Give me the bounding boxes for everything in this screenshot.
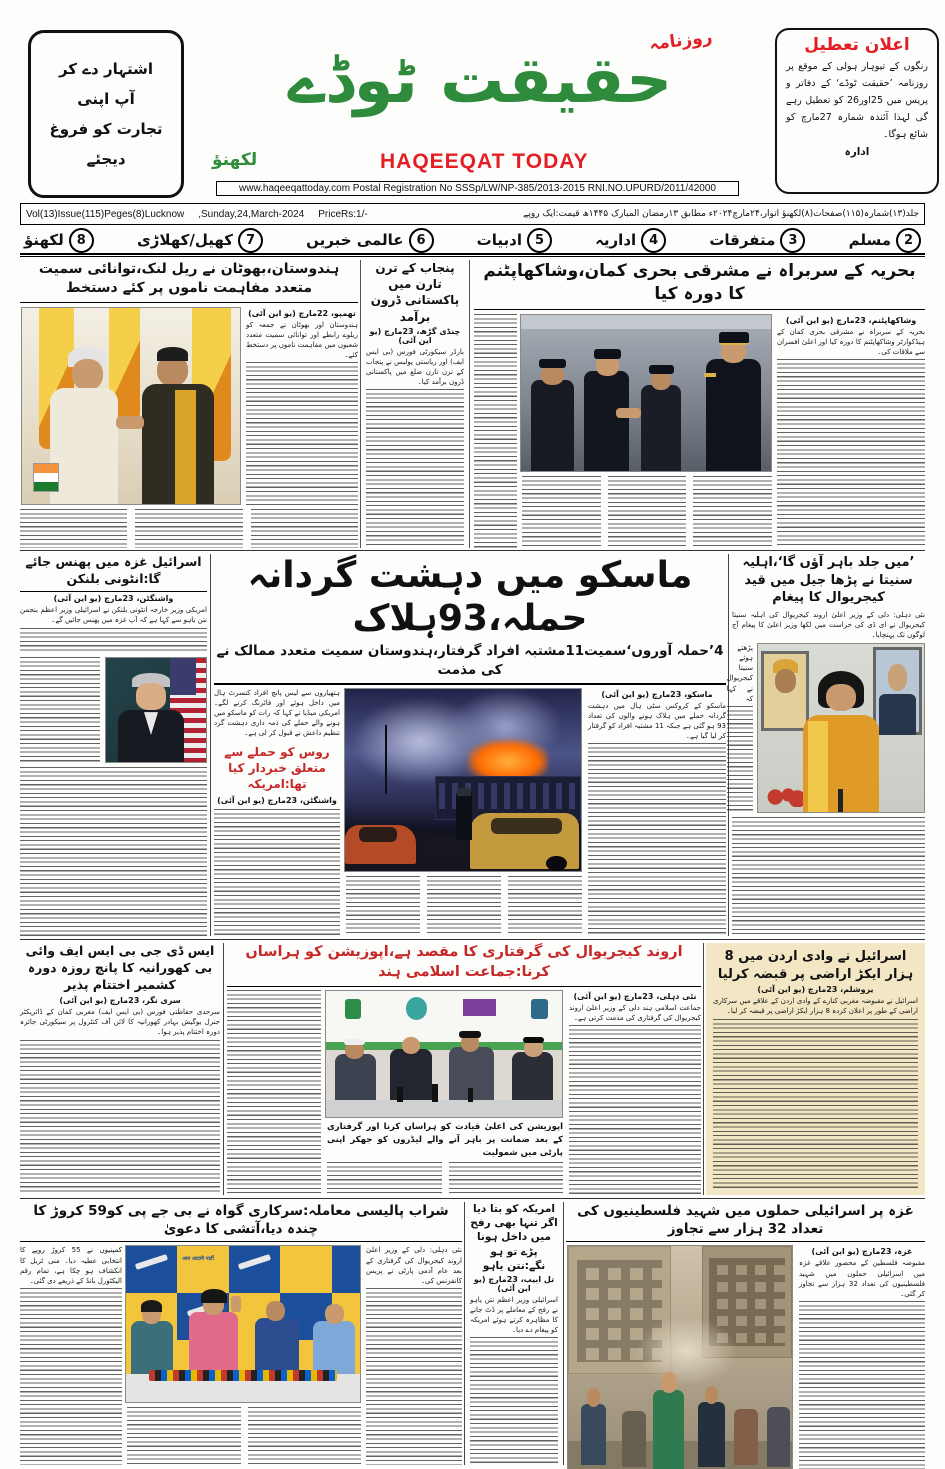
article-moscow-attack [214, 554, 726, 936]
dateline: چنڈی گڑھ، 23مارچ (یو این آئی) [369, 326, 461, 345]
newspaper-title-latin: HAQEEQAT TODAY [380, 150, 589, 173]
portrait-suit [879, 694, 916, 734]
person-face [587, 1388, 600, 1407]
officer-cap [539, 359, 567, 368]
body-text-lines [20, 767, 207, 936]
nav-item-misc[interactable] [709, 228, 805, 253]
officer-torso [641, 385, 681, 471]
section-divider [20, 1198, 925, 1199]
page-number-badge: 8 [69, 228, 94, 253]
nav-item-label: لکھنؤ [24, 231, 64, 249]
article-body: بحریہ کے سربراہ نے مشرقی بحری کمان کے ہیڈکوارٹر وشاکھاپٹنم کا دورہ کیا اور اعلیٰ افسران سے ملاقات کی۔ [777, 327, 925, 357]
table [326, 1100, 562, 1118]
article-gaza-toll [566, 1202, 925, 1465]
masthead [190, 24, 770, 196]
microphone-cluster [149, 1370, 336, 1381]
body-text-lines [470, 1337, 558, 1465]
saree-drape [808, 721, 828, 812]
atishi-raised-hand [231, 1296, 240, 1312]
person-torso [313, 1321, 355, 1374]
article-bsf-kashmir [20, 943, 220, 1195]
dateline: غزہ، 23مارچ (یو این آئی) [811, 1247, 913, 1257]
headline: اسرائیل نے وادی اردن میں 8 ہزار ایکڑ اراضی پر قبضہ کرلیا [717, 949, 914, 982]
article-body: ہتھیاروں سے لیس پانچ افراد کنسرٹ ہال میں داخل ہوئے اور فائرنگ کرنے لگے۔ امریکی میڈیا نے کہا کہ رات کو ماسکو میں ہونے والے حملے کی ذمہ داری دہشت گرد تنظیم داعش نے قبول کر لی ہے۔ [214, 688, 340, 738]
holiday-notice-box [775, 28, 939, 194]
photo-sunita-kejriwal [757, 643, 925, 813]
headline: شراب پالیسی معاملہ:سرکاری گواہ نے بی جے پی کو59 کروڑ کا چندہ دیا،آتشی کا دعویٰ [20, 1202, 462, 1242]
body-text-lines [777, 359, 925, 548]
article-body: اسرائیل نے مقبوضہ مغربی کنارے کے وادی اردن کے علاقے میں سرکاری اراضی کے طور پر اعلان کردہ 8 ہزار ایکڑ اراضی پر قبضہ کر لیا۔ [713, 997, 918, 1016]
article-body: نئی دہلی: دلی کے وزیر اعلیٰ اروند کیجریوال کی اہلیہ سنیتا کیجریوال نے ای ڈی کی حراست میں لکھا وزیر اعلیٰ کا پیغام آج لوگوں تک پہنچایا۔ [732, 610, 925, 639]
column-divider [563, 1202, 564, 1465]
photo-gaza-rubble [567, 1245, 793, 1469]
handshake [116, 416, 144, 430]
issue-info-urdu: جلد(۱۳)شمارہ(۱۱۵)صفحات(۸)لکھنؤ اتوار،۲۴مارچ۲۰۲۴ء مطابق ۱۳رمضان المبارک ۱۴۴۵ھ قیمت:ایک روپے [523, 209, 919, 219]
body-text-lines [608, 476, 687, 548]
column-divider [464, 1202, 465, 1465]
red-subheadline: روس کو حملے سے متعلق خبردار کیا تھا:امریکہ [224, 744, 330, 791]
microphone [432, 1084, 438, 1102]
banner-logo-dark [531, 999, 548, 1019]
backdrop-party-text: आम आदमी पार्टी [182, 1255, 214, 1262]
article-pakistani-drone [360, 260, 470, 548]
nav-item-label: کھیل/کھلاڑی [136, 231, 233, 249]
article-netanyahu-rafah [467, 1202, 561, 1465]
dateline: واشنگٹن، 23مارچ (یو این آئی) [53, 593, 174, 603]
person-silhouette [698, 1402, 725, 1467]
person-face [661, 1372, 677, 1393]
article-body: امریکی وزیر خارجہ انٹونی بلنکن نے اسرائیلی وزیر اعظم بنجمن نتن یاہو سے کہا ہے کہ آپ غزہ میں پھنس جائیں گے۔ [20, 605, 207, 624]
dateline: تل ابیب، 23مارچ (یو این آئی) [473, 1274, 555, 1293]
body-text-lines [449, 1162, 564, 1195]
backdrop-blue-tile [126, 1246, 177, 1293]
advertise-line: دیجئے [86, 150, 126, 168]
body-text-lines [799, 1301, 925, 1469]
article-jamaat-islami [227, 943, 701, 1195]
microphone [397, 1087, 403, 1102]
backdrop-blue-tile [229, 1246, 280, 1293]
headline: امریکہ کو بتا دیا اگر تنہا بھی رفح میں داخل ہونا پڑے تو ہو نگے:نتن یاہو [470, 1203, 558, 1272]
body-text-lines [346, 876, 420, 936]
firefighter-silhouette [456, 791, 473, 840]
body-text-lines [569, 1025, 701, 1195]
column-divider [703, 943, 704, 1195]
body-text-lines [732, 817, 925, 936]
article-body: ہندوستان اور بھوٹان نے جمعہ کو ریلوے رابطے اور توانائی سمیت متعدد شعبوں میں مفاہمت ناموں پر دستخط کئے۔ [246, 320, 358, 360]
sunita-face [826, 684, 856, 711]
advertise-box [28, 30, 184, 198]
body-text-lines [20, 509, 127, 548]
modi-torso [50, 388, 118, 504]
body-text-lines [508, 876, 582, 936]
person-silhouette [581, 1404, 606, 1464]
panelist-cap-white [344, 1039, 365, 1045]
person-silhouette [622, 1411, 647, 1467]
person-face [325, 1304, 344, 1324]
nav-item-label: متفرقات [709, 231, 776, 249]
banner-logo-purple [463, 999, 496, 1017]
suv-wheel [546, 856, 567, 871]
section-nav [20, 228, 925, 252]
person-torso [255, 1318, 299, 1374]
volume-issue: Vol(13)Issue(115)Peges(8)Lucknow [26, 208, 185, 220]
article-body: سرحدی حفاظتی فورس (بی ایس ایف) مغربی کمان کے ڈائریکٹر جنرل یوگیش بہادر کھورانیہ کا لائن آف کنٹرول پر سیکورٹی جائزہ دورہ اختتام پذیر ہوا۔ [20, 1007, 220, 1036]
person-torso [131, 1321, 173, 1374]
nav-item-literature[interactable] [477, 228, 552, 253]
nav-item-label: عالمی خبریں [306, 231, 404, 249]
price: PriceRs:1/- [318, 208, 368, 220]
headline: پنجاب کے ترن تارن میں پاکستانی ڈرون برآمد [370, 261, 460, 324]
dateline: سری نگر، 23مارچ (یو این آئی) [59, 995, 181, 1005]
panelist-torso [335, 1054, 375, 1099]
body-text-lines [366, 1288, 462, 1465]
car-window [359, 827, 397, 842]
body-text-lines [251, 509, 358, 548]
page-number-badge: 4 [641, 228, 666, 253]
firefighter-helmet [457, 787, 471, 796]
blinken-face [136, 683, 166, 710]
issue-date: ,Sunday,24,March-2024 [198, 208, 305, 220]
nav-item-lucknow[interactable] [24, 228, 94, 253]
advertise-line: اشتہار دے کر [58, 60, 154, 78]
light-pole [385, 725, 387, 794]
article-navy-visit [474, 260, 925, 548]
nav-item-label: اداریہ [595, 231, 637, 249]
dateline: تھمپو، 22مارچ (یو این آئی) [248, 308, 356, 318]
body-text-lines [248, 1407, 362, 1465]
headline-main: ماسکو میں دہشت گردانہ حملہ،93ہلاک [247, 555, 693, 640]
body-text-lines [366, 389, 464, 548]
headline: اسرائیل غزہ میں پھنس جائے گا:انٹونی بلنکن [20, 554, 207, 592]
dateline: یروشلم، 23مارچ (یو این آئی) [757, 985, 874, 995]
person-hair [141, 1300, 162, 1312]
advertise-line: تجارت کو فروغ [49, 120, 163, 138]
admiral-face [721, 341, 746, 363]
holiday-notice-title: اعلان تعطیل [804, 35, 910, 55]
portrait-face [775, 669, 797, 693]
panelist-cap-black [523, 1037, 544, 1043]
article-body: کمپنیوں نے 55 کروڑ روپے کا انتخابی عطیہ دیا۔ منی ٹریل کا انکشاف ہو چکا ہے، تمام رقم الیکٹورل بانڈ کے ذریعے دی گئی۔ [20, 1246, 122, 1285]
page-number-badge: 2 [896, 228, 921, 253]
headline: ’میں جلد باہر آؤں گا‘،اہلیہ سنیتا نے پڑھا جیل میں قید کیجریوال کا پیغام [742, 555, 915, 606]
bhutan-pm-hair [157, 347, 188, 361]
atishi-torso [189, 1312, 238, 1374]
body-text-lines [713, 1019, 918, 1190]
panelist-torso [512, 1052, 552, 1100]
person-silhouette-green-shirt [653, 1390, 684, 1469]
article-body: بارڈر سیکورٹی فورس (بی ایس ایف) اور ریاستی پولیس نے پنجاب کے ترن تارن ضلع میں پاکستانی ڈرون برآمد کیا۔ [366, 347, 464, 387]
article-body: اسرائیلی وزیر اعظم نتن یاہو نے رفح کے معاملے پر ڈٹ جانے کا مظاہرہ کرتے ہوئے امریکہ کو پیغام دے دیا۔ [470, 1295, 558, 1335]
body-text-lines [588, 743, 726, 936]
registration-strip: www.haqeeqattoday.com Postal Registration No SSSp/LW/NP-385/2013-2015 RNI.NO.UPURD/2011/42000 [216, 181, 739, 196]
newspaper-title-urdu: حقیقت ٹوڈے [287, 44, 673, 118]
section-divider [20, 939, 925, 940]
page-number-badge: 6 [409, 228, 434, 253]
nav-item-muslim[interactable] [849, 228, 921, 253]
city-label: لکھنؤ [212, 150, 258, 170]
headline-rule [214, 683, 726, 685]
flower-garland [766, 787, 803, 807]
nav-item-label: مسلم [848, 231, 891, 249]
ship-ceiling [521, 315, 771, 329]
backdrop-blue-tile [332, 1246, 360, 1293]
officer-cap [649, 365, 674, 374]
article-body: نئی دہلی: دلی کے وزیر اعلیٰ اروند کیجریوال کی گرفتاری کے بعد عام آدمی پارٹی نے پریس کانفرنس کی۔ [366, 1246, 462, 1285]
article-india-bhutan [20, 260, 358, 548]
atishi-hair [201, 1289, 227, 1303]
suv-window [491, 818, 562, 834]
body-text-lines [474, 314, 517, 548]
bhutan-pm-sash [175, 390, 197, 504]
article-body: جماعت اسلامی ہند دلی کے وزیر اعلیٰ اروند کیجریوال کی گرفتاری کی مذمت کرتی ہے۔ [569, 1004, 701, 1023]
person-silhouette [734, 1409, 759, 1465]
page-number-badge: 7 [238, 228, 263, 253]
article-jordan-valley [706, 943, 925, 1195]
article-body: مقبوضہ فلسطین کے محصور علاقے غزہ میں اسرائیلی حملوں میں شہید فلسطینیوں کی تعداد 32 ہزار سے تجاوز کر گئی۔ [799, 1259, 925, 1298]
body-text-lines [127, 1407, 241, 1465]
handshake [616, 408, 641, 417]
subheadline: 4’حملہ آوروں‘سمیت11مشتبہ افراد گرفتار،ہندوستان سمیت متعدد ممالک نے کی مذمت [216, 643, 724, 678]
nav-item-editorial[interactable] [595, 228, 666, 253]
info-bar [20, 203, 925, 225]
microphone [838, 789, 843, 813]
nav-rule [20, 253, 925, 257]
article-blinken [20, 554, 207, 936]
headline: بحریہ کے سربراہ نے مشرقی بحری کمان،وشاکھاپٹنم کا دورہ کیا [474, 260, 925, 310]
photo-modi-bhutan-handshake [21, 307, 241, 505]
panelist-face [402, 1037, 421, 1055]
person-silhouette [767, 1407, 789, 1467]
dateline: نئی دہلی، 23مارچ (یو این آئی) [573, 992, 697, 1002]
epaulette [704, 373, 717, 378]
body-text-lines [20, 1040, 220, 1195]
dateline: واشنگٹن، 23مارچ (یو این آئی) [217, 796, 337, 806]
dateline: ماسکو، 23مارچ (یو این آئی) [601, 689, 713, 699]
page-number-badge: 5 [527, 228, 552, 253]
headline-red: اروند کیجریوال کی گرفتاری کا مقصد ہے،اپوزیشن کو ہراساں کرنا:جماعت اسلامی ہند [227, 943, 701, 987]
body-text-lines [246, 362, 358, 504]
column-divider [223, 943, 224, 1195]
body-text-lines [522, 476, 601, 548]
body-text-lines [135, 509, 242, 548]
officer-cap [594, 349, 622, 358]
body-text-lines [214, 809, 340, 936]
body-text-lines [427, 876, 501, 936]
page-number-badge: 3 [780, 228, 805, 253]
body-text-lines [727, 706, 753, 813]
event-banner [326, 991, 562, 1041]
body-text-lines [327, 1162, 442, 1195]
headline: ہندوستان،بھوٹان نے ریل لنک،توانائی سمیت متعدد مفاہمت ناموں پر کئے دستخط [20, 260, 358, 303]
advertise-line: آپ اپنی [77, 90, 135, 108]
person-face [266, 1301, 285, 1321]
daily-label: روزنامہ [647, 27, 714, 55]
modi-face [72, 359, 103, 390]
dust-haze [635, 1316, 738, 1386]
body-text-lines [693, 476, 772, 548]
photo-caption: اپوزیشن کی اعلیٰ قیادت کو ہراساں کرنا اور گرفتاری کے بعد ضمانت پر باہر آنے والے لیڈروں کو جھکر اپنی پارٹی میں شمولیت [327, 1122, 563, 1158]
headline: غزہ پر اسرائیلی حملوں میں شہید فلسطینیوں کی تعداد 32 ہزار سے تجاوز [566, 1202, 925, 1242]
section-divider [20, 550, 925, 551]
nav-item-label: ادبیات [476, 231, 522, 249]
article-liquor-policy [20, 1202, 462, 1465]
photo-antony-blinken [105, 657, 207, 763]
photo-jamaat-press-meet [325, 990, 563, 1118]
us-flag-canton [170, 658, 196, 695]
photo-aap-press-conference [125, 1245, 361, 1403]
nav-item-world-news[interactable] [306, 228, 433, 253]
article-body: ماسکو کے کروکس سٹی ہال میں دہشت گردانہ حملے میں ہلاک ہونے والوں کی تعداد 93 ہو گئی ہے جبکہ 11 مشتبہ افراد کو گرفتار کر لیا گیا ہے۔ [588, 701, 726, 741]
headline: ایس ڈی جی بی ایس ایف وائی بی کھورانیہ کا پانچ روزہ دورہ کشمیر اختتام پذیر [25, 943, 215, 992]
body-text-lines [20, 1288, 122, 1465]
nav-item-sports[interactable] [137, 228, 263, 253]
india-flag [33, 463, 59, 492]
article-side-note: پڑھتے ہوئے سنیتا کیجریوال نے کہا کہ [726, 644, 753, 703]
dateline: وشاکھاپٹنم، 23مارچ (یو این آئی) [785, 315, 917, 325]
body-text-lines [20, 628, 207, 654]
body-text-lines [227, 990, 321, 1195]
officer-torso [531, 380, 574, 470]
holiday-notice-sign: ادارہ [844, 146, 870, 159]
holiday-notice-body: رنگوں کے تیوہار ہولی کے موقع پر روزنامہ ’حقیقت ٹوڈے‘ کے دفاتر و پریس میں 25اور26 کو تعطیل رہے گی لہذا آئندہ شمارہ 27مارچ کو شائع ہوگا۔ [786, 61, 929, 141]
body-text-lines [20, 657, 100, 763]
panelist-cap-black [459, 1031, 480, 1037]
banner-logo-green [345, 999, 362, 1019]
photo-moscow-concert-hall-fire [344, 688, 582, 872]
person-face [705, 1386, 718, 1405]
column-divider [210, 554, 211, 936]
officer-torso [584, 371, 629, 471]
microphone [468, 1088, 474, 1102]
photo-navy-officers [520, 314, 772, 472]
article-kejriwal-message [726, 554, 925, 936]
admiral-cap [719, 332, 749, 345]
portrait-face [888, 664, 908, 691]
